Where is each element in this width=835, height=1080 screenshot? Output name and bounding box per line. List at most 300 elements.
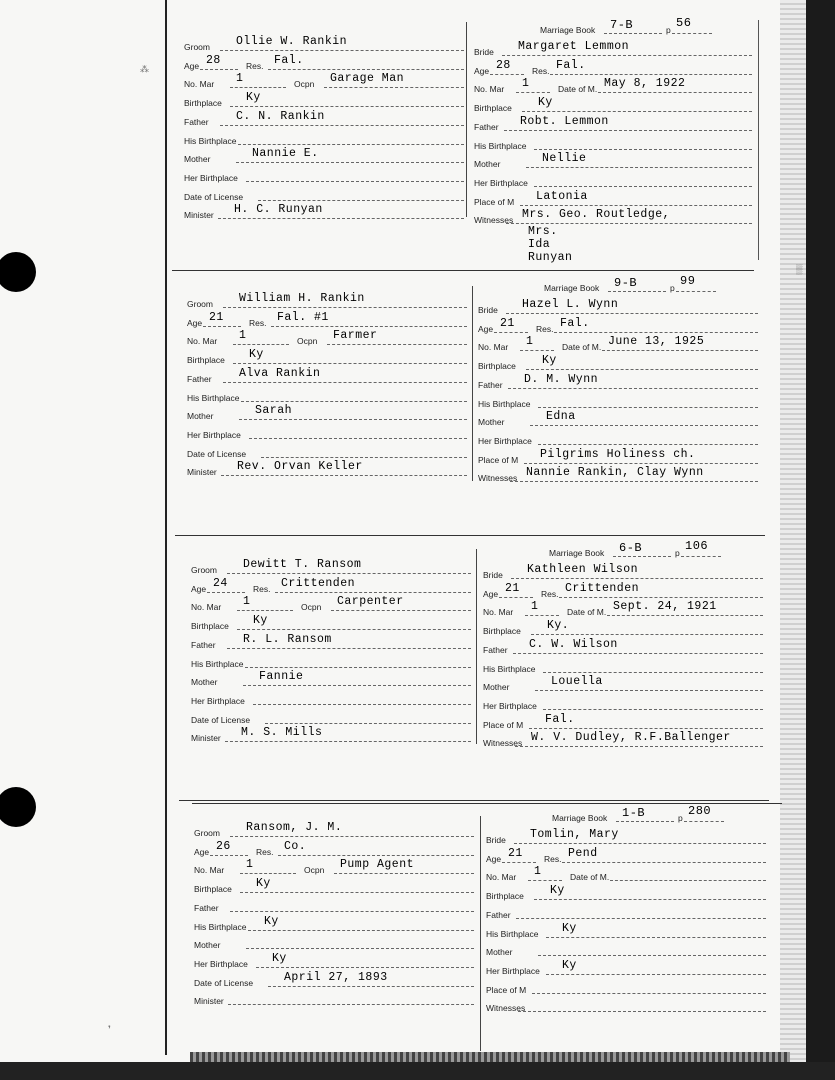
bride-mother-label: Mother [483, 682, 510, 693]
groom-minister [187, 460, 469, 478]
groom-her-birthplace-label: Her Birthplace [187, 429, 241, 440]
marriage-book-header [549, 541, 761, 559]
bride-birthplace-label: Birthplace [474, 103, 512, 114]
bride-her-birthplace-label: Her Birthplace [486, 965, 540, 976]
groom-ocpn-label: Ocpn [301, 602, 322, 613]
bride-witnesses-underline [518, 1011, 766, 1012]
bride-father-underline [516, 918, 766, 919]
bride-date-of-m-underline [602, 350, 758, 351]
page-value: 56 [676, 16, 692, 30]
bride-birthplace-value: Ky. [547, 619, 570, 633]
groom-father [191, 633, 473, 651]
bride-res-value: Pend [568, 846, 598, 860]
groom-name-value: Dewitt T. Ransom [243, 558, 362, 571]
groom-her-birthplace-label: Her Birthplace [184, 172, 238, 183]
groom-age-label: Age [194, 846, 210, 857]
groom-age-underline [203, 326, 241, 327]
smudge: ⁂ [140, 64, 149, 74]
bride-place-of-m-label: Place of M [483, 719, 524, 730]
record-divider [466, 22, 467, 217]
bottom-edge-bar [0, 1062, 835, 1080]
record-separator [179, 800, 769, 801]
marriage-book-value: 9-B [614, 276, 638, 290]
bride-her-birthplace-label: Her Birthplace [474, 177, 528, 188]
bride-age-label: Age [478, 323, 494, 334]
bride-no-mar-label: No. Mar [474, 84, 505, 95]
page-value: 106 [685, 539, 709, 553]
bride-his-birthplace-label: His Birthplace [478, 398, 531, 409]
groom-no-mar-row [191, 595, 473, 613]
groom-his-birthplace [194, 915, 476, 933]
groom-ocpn-value: Farmer [333, 329, 378, 343]
bride-father-value: C. W. Wilson [529, 637, 618, 651]
groom-no-mar-label: No. Mar [187, 336, 218, 347]
groom-age-value: 26 [216, 839, 231, 853]
groom-father [184, 110, 466, 128]
groom-date-of-license-label: Date of License [187, 448, 247, 459]
groom-his-birthplace-label: His Birthplace [187, 392, 240, 403]
bride-father-value: D. M. Wynn [524, 372, 599, 386]
bride-res-value: Crittenden [565, 581, 640, 595]
groom-mother [184, 147, 466, 165]
record-divider [472, 286, 473, 481]
bride-mother-value: Louella [551, 675, 603, 689]
bride-his-birthplace [478, 392, 760, 410]
bride-age-row [483, 582, 765, 600]
bride-mother [474, 152, 754, 170]
groom-name-label: Groom [194, 828, 220, 838]
bride-place-of-m-underline [532, 993, 766, 994]
left-margin-line [165, 0, 167, 1055]
groom-his-birthplace-label: His Birthplace [194, 921, 247, 932]
groom-minister-value: Rev. Orvan Keller [237, 460, 363, 474]
bride-name-label: Bride [478, 305, 498, 315]
bride-witnesses [474, 208, 754, 226]
right-edge-noise [780, 0, 806, 1080]
bride-his-birthplace-value: Ky [562, 921, 577, 935]
marriage-book-header [540, 18, 750, 36]
groom-birthplace-underline [240, 892, 474, 893]
groom-no-mar-row [194, 858, 476, 876]
bride-age-label: Age [483, 588, 499, 599]
bride-place-of-m-value: Latonia [536, 189, 588, 203]
bride-res-underline [562, 862, 766, 863]
groom-mother-label: Mother [194, 940, 221, 951]
bride-his-birthplace-label: His Birthplace [483, 663, 536, 674]
bride-no-mar-row [478, 335, 760, 353]
bride-no-mar-value: 1 [526, 335, 534, 349]
groom-res-label: Res. [256, 846, 274, 857]
bride-mother [478, 410, 760, 428]
bride-birthplace-label: Birthplace [486, 891, 524, 902]
bride-his-birthplace [486, 922, 768, 940]
record-divider [476, 549, 477, 744]
groom-her-birthplace [187, 423, 469, 441]
groom-res-value: Fal. [274, 53, 304, 67]
marriage-book-value: 7-B [610, 18, 634, 32]
bride-birthplace [478, 354, 760, 372]
groom-name [194, 821, 476, 839]
bride-his-birthplace [474, 134, 754, 152]
groom-age-label: Age [187, 317, 203, 328]
groom-her-birthplace-label: Her Birthplace [194, 958, 248, 969]
bride-date-of-m-label: Date of M. [562, 342, 602, 353]
bride-mother [486, 940, 768, 958]
page-underline [684, 821, 724, 822]
groom-age-value: 28 [206, 53, 221, 67]
groom-minister [184, 203, 466, 221]
groom-ocpn-value: Garage Man [330, 72, 405, 86]
page-label: p [666, 25, 671, 35]
bride-age-value: 21 [508, 846, 523, 860]
groom-his-birthplace-label: His Birthplace [191, 658, 244, 669]
groom-date-of-license-value: April 27, 1893 [284, 970, 388, 984]
groom-father-value: Alva Rankin [239, 366, 321, 380]
groom-age-row [187, 311, 469, 329]
page-value: 280 [688, 804, 712, 818]
bride-name-label: Bride [483, 570, 503, 580]
bride-date-of-m-value: June 13, 1925 [608, 335, 705, 349]
bride-father-label: Father [486, 909, 511, 920]
bride-age-value: 21 [500, 316, 515, 330]
groom-minister-underline [228, 1004, 474, 1005]
bride-place-of-m-label: Place of M [486, 984, 527, 995]
groom-res-value: Co. [284, 839, 307, 853]
bride-his-birthplace-label: His Birthplace [486, 928, 539, 939]
groom-minister [191, 726, 473, 744]
bride-age-label: Age [474, 65, 490, 76]
page-value: 99 [680, 274, 696, 288]
punch-hole-top [0, 252, 36, 292]
bride-place-of-m-label: Place of M [474, 196, 515, 207]
bride-her-birthplace-label: Her Birthplace [483, 700, 537, 711]
groom-birthplace [184, 91, 466, 109]
punch-hole-bottom [0, 787, 36, 827]
bride-birthplace [474, 96, 754, 114]
groom-father [194, 896, 476, 914]
record-separator [175, 535, 765, 536]
bride-mother-label: Mother [474, 159, 501, 170]
groom-his-birthplace [184, 129, 466, 147]
groom-his-birthplace-value: Ky [264, 914, 279, 928]
bride-her-birthplace-underline [546, 974, 766, 975]
bride-her-birthplace [474, 171, 754, 189]
bride-res-value: Fal. [560, 316, 590, 330]
groom-res-label: Res. [253, 583, 271, 594]
groom-birthplace-label: Birthplace [194, 884, 232, 895]
groom-mother-label: Mother [191, 677, 218, 688]
groom-mother-label: Mother [187, 411, 214, 422]
bride-no-mar-row [486, 865, 768, 883]
bride-birthplace [486, 884, 768, 902]
bride-no-mar-label: No. Mar [483, 607, 514, 618]
bride-no-mar-value: 1 [534, 865, 542, 879]
groom-birthplace-value: Ky [249, 348, 264, 362]
groom-ocpn-underline [331, 610, 471, 611]
bride-date-of-m-label: Date of M. [567, 607, 607, 618]
groom-res-value: Crittenden [281, 576, 356, 590]
groom-ocpn-label: Ocpn [304, 865, 325, 876]
groom-name-label: Groom [187, 299, 213, 309]
bride-witnesses-label: Witnesses [474, 215, 514, 226]
marriage-book-header [552, 806, 764, 824]
bride-his-birthplace [483, 657, 765, 675]
groom-no-mar-value: 1 [236, 72, 244, 86]
marriage-book-label: Marriage Book [544, 283, 600, 293]
bride-age-underline [490, 74, 524, 75]
groom-name-label: Groom [191, 565, 217, 575]
groom-mother-value: Sarah [255, 404, 293, 418]
bride-age-row [474, 59, 754, 77]
groom-date-of-license-label: Date of License [184, 191, 244, 202]
bride-place-of-m-label: Place of M [478, 454, 519, 465]
bride-witnesses-value: Mrs. Geo. Routledge, [522, 208, 671, 222]
bride-witnesses-value: W. V. Dudley, R.F.Ballenger [531, 731, 731, 745]
bride-date-of-m-underline [598, 92, 752, 93]
bride-father-label: Father [478, 379, 503, 390]
record-separator [172, 270, 754, 271]
bride-her-birthplace-label: Her Birthplace [478, 435, 532, 446]
bride-witnesses-label: Witnesses [483, 738, 523, 749]
groom-minister-value: M. S. Mills [241, 726, 323, 740]
bride-date-of-m-underline [607, 615, 763, 616]
bride-name-label: Bride [474, 47, 494, 57]
groom-mother [191, 670, 473, 688]
groom-his-birthplace [187, 386, 469, 404]
marriage-book-value: 6-B [619, 541, 643, 555]
bride-birthplace-label: Birthplace [483, 626, 521, 637]
bride-place-of-m [478, 448, 760, 466]
marriage-book-label: Marriage Book [552, 813, 608, 823]
groom-no-mar-label: No. Mar [191, 602, 222, 613]
groom-ocpn-value: Carpenter [337, 595, 404, 609]
groom-ocpn-underline [334, 873, 474, 874]
bride-age-value: 21 [505, 581, 520, 595]
groom-age-row [194, 840, 476, 858]
groom-father-label: Father [191, 639, 216, 650]
bride-birthplace [483, 619, 765, 637]
groom-her-birthplace-underline [253, 704, 471, 705]
bride-age-underline [494, 332, 528, 333]
bride-witnesses-line2: Mrs. Ida Runyan [528, 225, 573, 264]
bride-birthplace-value: Ky [538, 96, 553, 110]
bride-no-mar-row [474, 77, 754, 95]
groom-minister-label: Minister [187, 467, 217, 478]
bride-age-row [478, 317, 760, 335]
groom-his-birthplace [191, 652, 473, 670]
groom-ocpn-underline [327, 344, 467, 345]
groom-age-label: Age [184, 60, 200, 71]
groom-minister-value: H. C. Runyan [234, 203, 323, 217]
groom-birthplace [191, 614, 473, 632]
groom-mother [194, 933, 476, 951]
groom-age-row [184, 54, 466, 72]
bride-res-label: Res. [544, 853, 562, 864]
groom-birthplace-label: Birthplace [184, 98, 222, 109]
bride-mother [483, 675, 765, 693]
bride-date-of-m-value: May 8, 1922 [604, 77, 686, 91]
groom-her-birthplace-underline [246, 181, 464, 182]
marriage-book-underline [608, 291, 666, 292]
groom-father-label: Father [184, 116, 209, 127]
bride-no-mar-label: No. Mar [478, 342, 509, 353]
groom-birthplace-label: Birthplace [191, 621, 229, 632]
bride-name [474, 40, 754, 58]
bride-age-value: 28 [496, 58, 511, 72]
groom-mother-value: Fannie [259, 670, 304, 684]
bride-no-mar-row [483, 600, 765, 618]
bride-name-value: Hazel L. Wynn [522, 298, 619, 311]
groom-date-of-license [191, 708, 473, 726]
marriage-book-label: Marriage Book [549, 548, 605, 558]
bride-no-mar-label: No. Mar [486, 872, 517, 883]
groom-father-label: Father [187, 373, 212, 384]
bride-res-label: Res. [536, 323, 554, 334]
groom-his-birthplace-underline [248, 930, 474, 931]
bride-age-row [486, 847, 768, 865]
groom-minister-label: Minister [194, 996, 224, 1007]
page-label: p [678, 813, 683, 823]
marriage-book-header [544, 276, 756, 294]
bride-name-value: Margaret Lemmon [518, 40, 630, 53]
bride-his-birthplace-underline [546, 937, 766, 938]
groom-father-value: C. N. Rankin [236, 109, 325, 123]
bride-witnesses-value: Nannie Rankin, Clay Wynn [526, 466, 704, 480]
groom-father-value: R. L. Ransom [243, 632, 332, 646]
marriage-book-value: 1-B [622, 806, 646, 820]
groom-birthplace-value: Ky [246, 91, 261, 105]
bride-father-label: Father [483, 644, 508, 655]
page-label: p [675, 548, 680, 558]
bride-place-of-m-value: Fal. [545, 712, 575, 726]
bride-name-value: Tomlin, Mary [530, 828, 619, 841]
bride-father-value: Robt. Lemmon [520, 114, 609, 128]
bride-name [483, 563, 765, 581]
right-margin-line [758, 20, 759, 260]
bride-date-of-m-label: Date of M. [558, 84, 598, 95]
bride-res-value: Fal. [556, 58, 586, 72]
groom-date-of-license-label: Date of License [191, 714, 251, 725]
groom-father [187, 367, 469, 385]
groom-res-value: Fal. #1 [277, 310, 329, 324]
groom-age-underline [200, 69, 238, 70]
bride-father [483, 638, 765, 656]
bride-place-of-m [474, 190, 754, 208]
groom-mother-label: Mother [184, 154, 211, 165]
groom-name-label: Groom [184, 42, 210, 52]
bride-father-label: Father [474, 121, 499, 132]
groom-no-mar-label: No. Mar [194, 865, 225, 876]
bride-witnesses [483, 731, 765, 749]
bride-father [474, 115, 754, 133]
groom-her-birthplace-value: Ky [272, 951, 287, 965]
groom-no-mar-row [187, 329, 469, 347]
groom-birthplace-label: Birthplace [187, 355, 225, 366]
groom-mother [187, 404, 469, 422]
groom-minister-label: Minister [191, 733, 221, 744]
groom-age-underline [210, 855, 248, 856]
bride-name-label: Bride [486, 835, 506, 845]
bride-witnesses-label: Witnesses [486, 1003, 526, 1014]
groom-no-mar-value: 1 [243, 595, 251, 609]
groom-ocpn-label: Ocpn [297, 336, 318, 347]
groom-date-of-license [187, 442, 469, 460]
bride-name [478, 298, 760, 316]
bride-place-of-m-value: Pilgrims Holiness ch. [540, 447, 696, 461]
bride-date-of-m-underline [610, 880, 766, 881]
groom-birthplace [187, 348, 469, 366]
groom-her-birthplace [191, 689, 473, 707]
bride-name [486, 828, 768, 846]
groom-age-value: 21 [209, 310, 224, 324]
bride-res-label: Res. [541, 588, 559, 599]
groom-no-mar-row [184, 72, 466, 90]
groom-res-label: Res. [249, 317, 267, 328]
bride-her-birthplace-underline [543, 709, 763, 710]
groom-father-label: Father [194, 902, 219, 913]
groom-ocpn-underline [324, 87, 464, 88]
record-divider [480, 816, 481, 1051]
bride-no-mar-value: 1 [522, 77, 530, 91]
groom-name [187, 292, 469, 310]
groom-age-value: 24 [213, 576, 228, 590]
groom-name-value: William H. Rankin [239, 292, 365, 305]
bride-birthplace-value: Ky [542, 354, 557, 368]
bride-father [486, 903, 768, 921]
page-underline [672, 33, 712, 34]
groom-mother-value: Nannie E. [252, 147, 319, 161]
bride-her-birthplace-value: Ky [562, 958, 577, 972]
bottom-edge-noise [190, 1052, 790, 1062]
groom-date-of-license-label: Date of License [194, 977, 254, 988]
groom-birthplace [194, 877, 476, 895]
bride-age-underline [499, 597, 533, 598]
groom-date-of-license [194, 971, 476, 989]
groom-ocpn-label: Ocpn [294, 79, 315, 90]
groom-name-value: Ransom, J. M. [246, 821, 343, 834]
bride-his-birthplace-label: His Birthplace [474, 140, 527, 151]
marriage-book-underline [613, 556, 671, 557]
groom-his-birthplace-label: His Birthplace [184, 135, 237, 146]
bride-date-of-m-label: Date of M. [570, 872, 610, 883]
groom-minister-label: Minister [184, 210, 214, 221]
bride-mother-value: Nellie [542, 152, 587, 166]
groom-her-birthplace [194, 952, 476, 970]
bride-her-birthplace [483, 694, 765, 712]
bride-place-of-m [483, 713, 765, 731]
bride-mother-label: Mother [486, 947, 513, 958]
bride-mother-value: Edna [546, 410, 576, 424]
bride-res-label: Res. [532, 65, 550, 76]
smudge: ❜ [108, 1024, 111, 1034]
bride-no-mar-value: 1 [531, 600, 539, 614]
groom-minister [194, 989, 476, 1007]
marriage-book-label: Marriage Book [540, 25, 596, 35]
bride-birthplace-underline [534, 899, 766, 900]
groom-no-mar-label: No. Mar [184, 79, 215, 90]
bride-age-label: Age [486, 853, 502, 864]
page-underline [681, 556, 721, 557]
groom-name [191, 558, 473, 576]
right-edge-bar [806, 0, 835, 1080]
bride-father [478, 373, 760, 391]
marriage-book-underline [616, 821, 674, 822]
groom-no-mar-value: 1 [246, 858, 254, 872]
bride-birthplace-label: Birthplace [478, 361, 516, 372]
groom-age-underline [207, 592, 245, 593]
bride-her-birthplace [486, 959, 768, 977]
bride-place-of-m [486, 978, 768, 996]
